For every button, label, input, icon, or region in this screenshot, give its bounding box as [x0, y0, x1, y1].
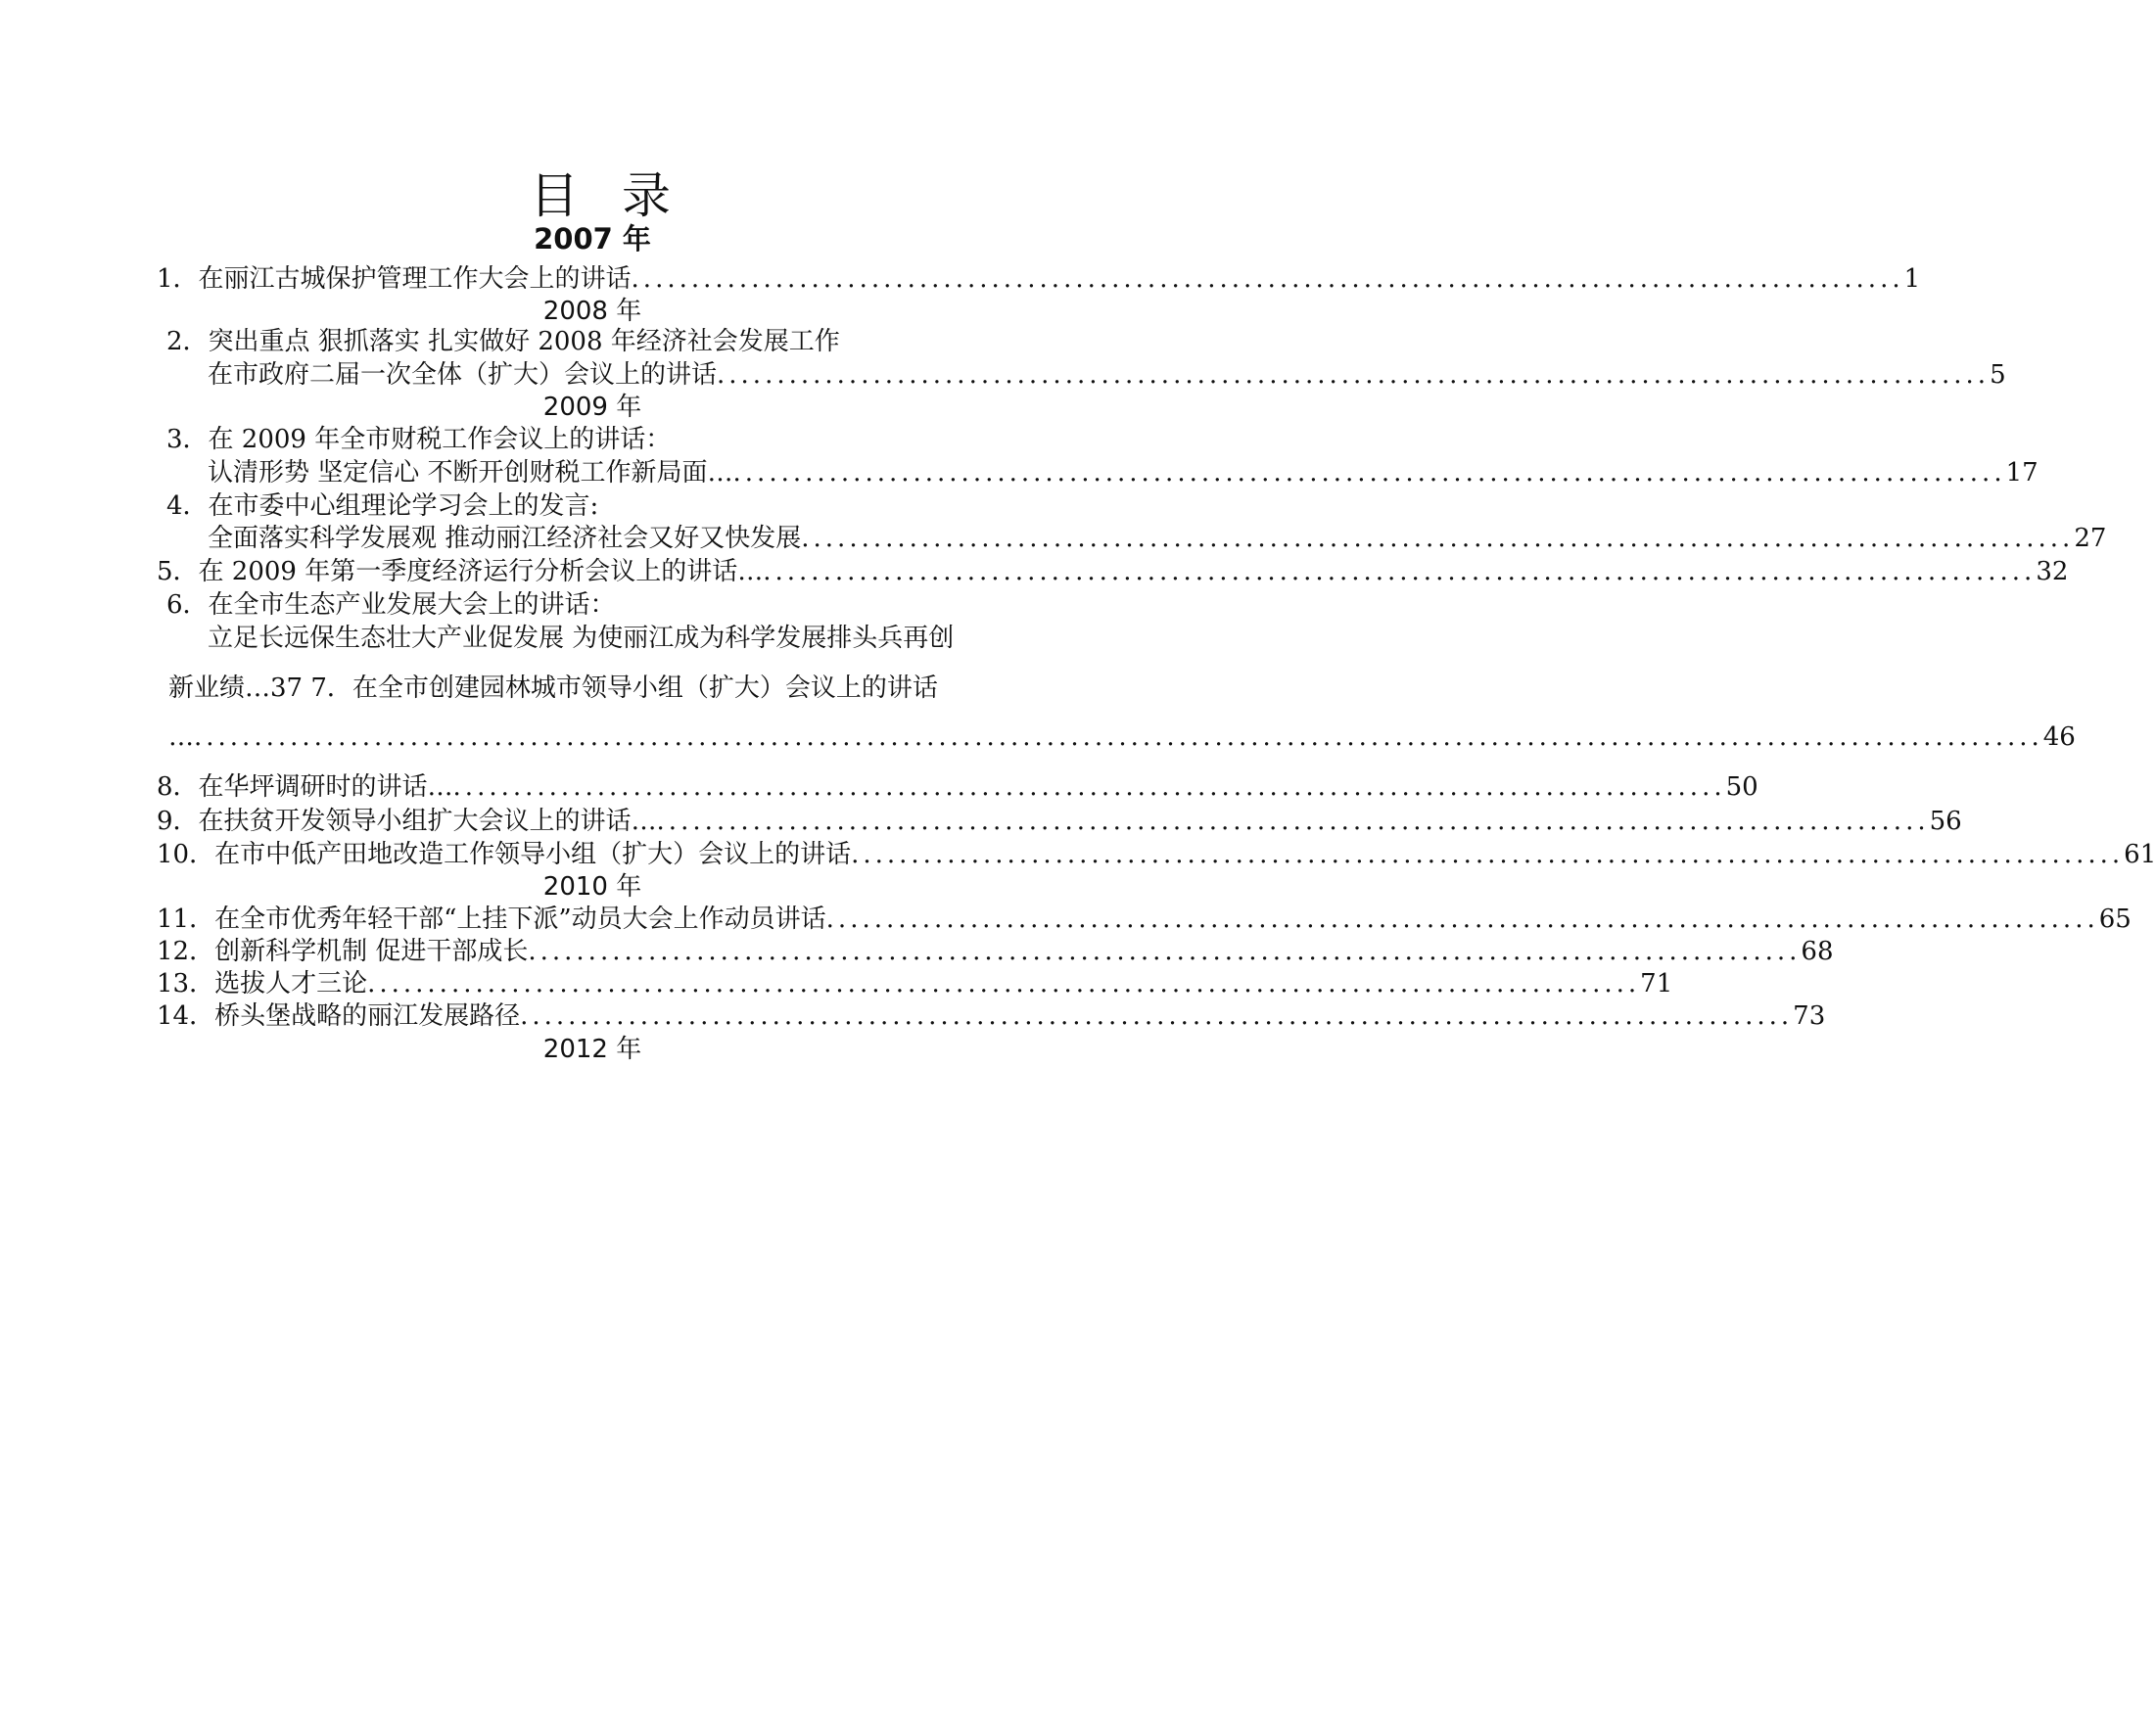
entry-page: 5: [1990, 360, 2006, 390]
dot-leader: ..........................................................................................................: [520, 1001, 1794, 1031]
entry-title: 13．选拔人才三论: [157, 969, 368, 998]
toc-entry: [157, 262, 1921, 296]
toc-entry: [157, 805, 1962, 838]
entry-page: 68: [1801, 937, 1834, 966]
dot-leader: ..........................................................................................................: [631, 264, 1904, 294]
toc-entry-line: 4．在市委中心组理论学习会上的发言:: [166, 491, 599, 521]
toc-entry: [168, 720, 2076, 754]
toc-entry: [157, 999, 1826, 1033]
entry-title: 11．在全市优秀年轻干部“上挂下派”动员大会上作动员讲话: [157, 905, 826, 934]
toc-entry-line: 3．在 2009 年全市财税工作会议上的讲话：: [166, 425, 672, 454]
toc-entry: [157, 838, 2156, 871]
toc-entry-line: 2．突出重点 狠抓落实 扎实做好 2008 年经济社会发展工作: [166, 327, 840, 356]
entry-page: 71: [1640, 969, 1673, 998]
year-heading-2007: 2007 年: [534, 222, 651, 255]
toc-entry-line: 新业绩…37 7．在全市创建园林城市领导小组（扩大）会议上的讲话: [168, 673, 938, 703]
year-heading-2012: 2012 年: [542, 1035, 642, 1064]
dot-leader: ..........................................................................................................: [717, 360, 1991, 390]
dot-leader: ..........................................................................................................: [801, 524, 2075, 553]
toc-entry: [157, 555, 2069, 588]
entry-title: 14．桥头堡战略的丽江发展路径: [157, 1001, 521, 1031]
entry-title: 认清形势 坚定信心 不断开创财税工作新局面…: [208, 458, 733, 488]
entry-page: 1: [1903, 264, 1921, 294]
entry-title: 12．创新科学机制 促进干部成长: [157, 937, 529, 966]
dot-leader: ..........................................................................................................: [452, 772, 1726, 802]
entry-page: 46: [2042, 722, 2076, 752]
entry-title: 全面落实科学发展观 推动丽江经济社会又好又快发展: [208, 524, 802, 553]
toc-title: 目 录: [530, 167, 684, 224]
entry-title: 8．在华坪调研时的讲话…: [157, 772, 453, 802]
entry-page: 17: [2005, 458, 2039, 488]
entry-title: 在市政府二届一次全体（扩大）会议上的讲话: [208, 360, 718, 390]
entry-page: 65: [2098, 905, 2132, 934]
entry-title: …: [168, 722, 194, 752]
dot-leader: ..........................................................................................................: [763, 557, 2037, 586]
entry-page: 32: [2036, 557, 2069, 586]
dot-leader: ..........................................................................................................: [528, 937, 1802, 966]
toc-entry: [157, 770, 1758, 804]
dot-leader: ..........................................................................................................: [656, 807, 1930, 836]
dot-leader: ..........................................................................................................: [825, 905, 2099, 934]
entry-title: 9．在扶贫开发领导小组扩大会议上的讲话…: [157, 807, 657, 836]
toc-entry-line: 6．在全市生态产业发展大会上的讲话：: [166, 590, 616, 620]
year-heading-2008: 2008 年: [542, 297, 642, 326]
toc-entry: [157, 935, 1834, 968]
entry-page: 56: [1929, 807, 1962, 836]
toc-entry: [208, 522, 2107, 555]
entry-page: 61: [2124, 840, 2156, 869]
entry-page: 73: [1793, 1001, 1826, 1031]
entry-title: 5．在 2009 年第一季度经济运行分析会议上的讲话…: [157, 557, 764, 586]
toc-entry: [208, 358, 2006, 392]
toc-entry-line: 立足长远保生态壮大产业促发展 为使丽江成为科学发展排头兵再创: [208, 624, 955, 653]
entry-title: 1．在丽江古城保护管理工作大会上的讲话: [157, 264, 632, 294]
entry-page: 50: [1725, 772, 1758, 802]
year-heading-2010: 2010 年: [542, 872, 642, 902]
dot-leader: ..........................................................................................................................................................: [194, 722, 2043, 752]
toc-entry: [157, 967, 1673, 1000]
toc-entry: [157, 903, 2132, 936]
dot-leader: ..........................................................................................................: [732, 458, 2006, 488]
dot-leader: ..........................................................................................................: [851, 840, 2125, 869]
dot-leader: ..........................................................................................................: [367, 969, 1641, 998]
entry-page: 27: [2074, 524, 2107, 553]
year-heading-2009: 2009 年: [542, 393, 642, 422]
toc-entry: [208, 456, 2039, 489]
entry-title: 10．在市中低产田地改造工作领导小组（扩大）会议上的讲话: [157, 840, 852, 869]
